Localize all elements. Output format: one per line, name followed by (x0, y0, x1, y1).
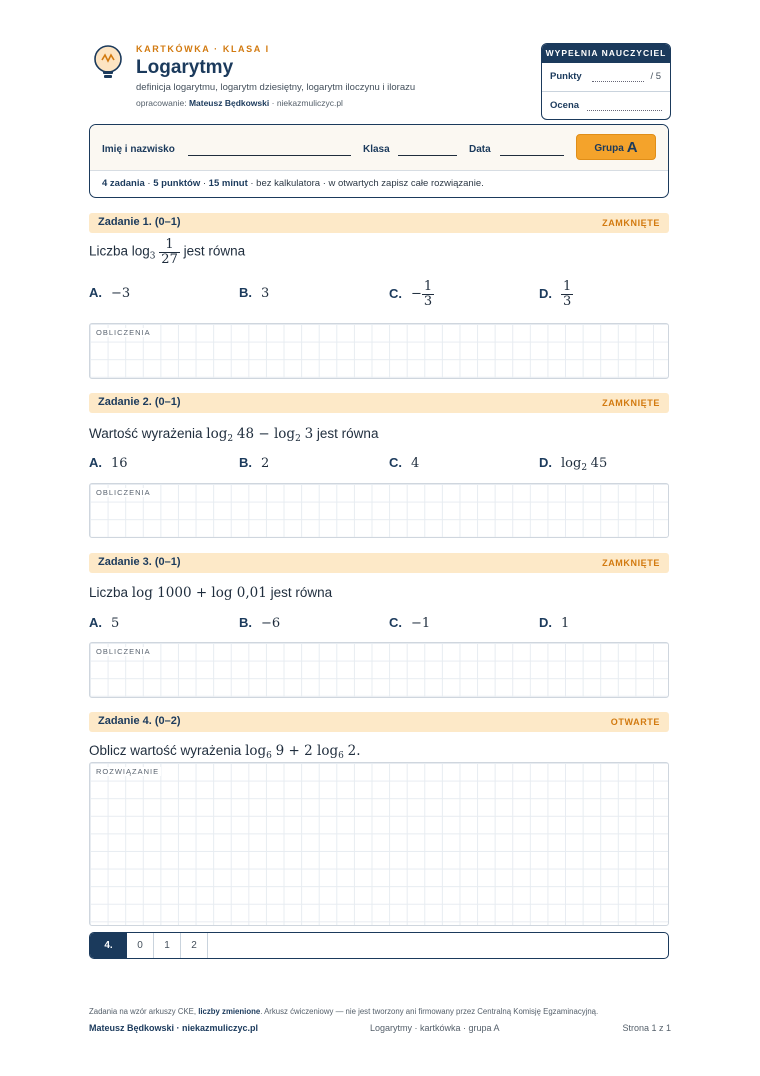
answer-letter: D. (539, 285, 552, 301)
student-fields (90, 125, 668, 171)
task-2-answer-c[interactable] (389, 455, 419, 471)
task-4-q-arg: 9 + 2 log (275, 743, 339, 759)
task-4-q-base: 6 (266, 751, 272, 761)
task-2-answer-a[interactable] (89, 455, 128, 471)
task-2-answer-b[interactable] (239, 455, 269, 471)
task-4-title: Zadanie 4. (0–2) (98, 715, 181, 727)
task-2-q-pre: Wartość wyrażenia (89, 426, 203, 441)
teacher-box-title: WYPEŁNIA NAUCZYCIEL (542, 44, 670, 63)
footer-author: Mateusz Będkowski · niekazmuliczyc.pl (89, 1023, 259, 1033)
answer-sign: − (411, 286, 422, 302)
task-3-q-expr: log 1000 + log 0,01 (131, 585, 267, 601)
task-3-title: Zadanie 3. (0–1) (98, 556, 181, 568)
date-field[interactable] (500, 155, 564, 156)
answer-fraction (422, 280, 434, 308)
name-label: Imię i nazwisko (102, 144, 175, 155)
worksheet-kicker: KARTKÓWKA · KLASA I (136, 44, 270, 54)
footer-note (89, 1007, 598, 1016)
task-1-q-den: 27 (161, 251, 178, 267)
test-info: 4 zadania · 5 punktów · 15 minut · bez kalkulatora · w otwartych zapisz całe rozwiązanie. (102, 178, 484, 189)
task-3-type: ZAMKNIĘTE (602, 558, 660, 568)
task-4-header (89, 712, 669, 732)
page-title: Logarytmy (136, 57, 234, 78)
task-4-score-strip (89, 932, 669, 959)
calc-label: OBLICZENIA (96, 328, 151, 337)
task-2-q-base: 2 (227, 434, 234, 444)
info-points: 5 punktów (153, 178, 201, 189)
info-tasks: 4 zadania (102, 178, 145, 189)
task-1-header (89, 213, 669, 233)
points-max: / 5 (650, 71, 661, 82)
answer-letter: D. (539, 455, 552, 470)
footer-note-pre: Zadania na wzór arkuszy CKE, (89, 1007, 197, 1016)
task-3-answer-b[interactable] (239, 615, 280, 631)
task-2-q-log: log (206, 426, 228, 442)
task-4-q-pre: Oblicz wartość wyrażenia (89, 743, 242, 758)
answer-num: 1 (563, 279, 572, 294)
score-task-label: 4. (90, 933, 127, 958)
task-2-q-post: jest równa (316, 426, 379, 441)
points-row (542, 63, 670, 91)
name-field[interactable] (188, 155, 351, 156)
task-1-question (89, 238, 245, 266)
task-1-q-fraction (159, 238, 180, 266)
teacher-box (541, 43, 671, 120)
task-2-q-arg: 48 − log (236, 426, 296, 442)
task-2-title: Zadanie 2. (0–1) (98, 396, 181, 408)
task-3-answer-d[interactable] (539, 615, 569, 631)
answer-value: −6 (261, 616, 281, 631)
task-1-answer-b[interactable] (239, 285, 269, 301)
answer-value: 1 (561, 616, 570, 631)
group-label: Grupa (594, 143, 624, 154)
task-1-work-area[interactable] (89, 323, 669, 379)
student-box (89, 124, 669, 198)
answer-value: −1 (411, 616, 431, 631)
answer-letter: A. (89, 455, 102, 470)
task-4-q-log: log (245, 743, 267, 759)
task-4-q-arg2: 2. (347, 743, 361, 759)
task-3-q-post: jest równa (270, 585, 333, 600)
score-cell-0[interactable]: 0 (127, 933, 154, 958)
byline-site: · niekazmuliczyc.pl (271, 98, 343, 108)
answer-log: log (561, 456, 582, 471)
grade-label: Ocena (550, 100, 580, 111)
task-2-q-base2: 2 (295, 434, 301, 444)
group-letter: A (626, 139, 638, 156)
answer-value: −3 (111, 286, 131, 301)
answer-letter: A. (89, 615, 102, 630)
points-dotted-line (592, 81, 644, 82)
byline (136, 98, 343, 108)
task-2-question (89, 426, 378, 444)
task-2-type: ZAMKNIĘTE (602, 398, 660, 408)
answer-value: 3 (261, 286, 270, 301)
task-4-q-base2: 6 (338, 751, 344, 761)
task-3-work-area[interactable] (89, 642, 669, 698)
answer-fraction (561, 280, 573, 308)
task-1-answer-a[interactable] (89, 285, 130, 301)
task-3-header (89, 553, 669, 573)
calc-label: OBLICZENIA (96, 488, 151, 497)
footer-doc-title: Logarytmy · kartkówka · grupa A (370, 1023, 500, 1033)
task-2-work-area[interactable] (89, 483, 669, 538)
task-4-type: OTWARTE (610, 717, 660, 727)
answer-letter: C. (389, 285, 402, 301)
answer-den: 3 (563, 293, 572, 309)
answer-letter: B. (239, 455, 252, 470)
task-4-question (89, 743, 361, 761)
date-label: Data (469, 144, 491, 155)
task-1-q-post: jest równa (183, 243, 246, 259)
task-1-q-pre: Liczba log (89, 243, 150, 259)
info-time: 15 minut (208, 178, 248, 189)
lightbulb-logo-icon (91, 44, 125, 80)
answer-letter: B. (239, 285, 252, 300)
group-badge (576, 134, 656, 160)
task-3-q-pre: Liczba (89, 585, 129, 600)
task-1-answers (89, 280, 689, 314)
task-4-solution-area[interactable] (89, 762, 669, 926)
task-3-answer-a[interactable] (89, 615, 119, 631)
answer-base: 2 (581, 463, 588, 473)
task-1-answer-c[interactable] (389, 280, 434, 308)
score-cell-1[interactable]: 1 (154, 933, 181, 958)
score-cell-2[interactable]: 2 (181, 933, 208, 958)
answer-arg: 45 (590, 456, 608, 471)
answer-letter: A. (89, 285, 102, 300)
task-1-answer-d[interactable] (539, 280, 573, 308)
answer-letter: B. (239, 615, 252, 630)
grade-row (542, 91, 670, 119)
answer-letter: D. (539, 615, 552, 630)
task-1-title: Zadanie 1. (0–1) (98, 216, 181, 228)
page-number: Strona 1 z 1 (622, 1023, 671, 1033)
byline-prefix: opracowanie: (136, 98, 187, 108)
answer-num: 1 (423, 279, 433, 294)
answer-value: 2 (261, 456, 270, 471)
task-1-q-num: 1 (165, 237, 174, 252)
task-2-header (89, 393, 669, 413)
task-3-answer-c[interactable] (389, 615, 430, 631)
info-rest: · bez kalkulatora · w otwartych zapisz całe rozwiązanie. (250, 178, 484, 189)
footer-note-post: . Arkusz ćwiczeniowy — nie jest tworzony ani firmowany przez Centralną Komisję Egzaminacyjną. (260, 1007, 599, 1016)
byline-author: Mateusz Będkowski (188, 98, 270, 108)
calc-label: OBLICZENIA (96, 647, 151, 656)
class-field[interactable] (398, 155, 457, 156)
page-subtitle: definicja logarytmu, logarytm dziesiętny, logarytm iloczynu i ilorazu (136, 82, 416, 93)
task-2-answer-d[interactable] (539, 455, 607, 473)
answer-value: 5 (111, 616, 120, 631)
class-label: Klasa (363, 144, 390, 155)
answer-letter: C. (389, 615, 402, 630)
answer-den: 3 (423, 293, 433, 309)
task-1-type: ZAMKNIĘTE (602, 218, 660, 228)
answer-value: 4 (411, 456, 420, 471)
points-label: Punkty (550, 71, 582, 82)
answer-letter: C. (389, 455, 402, 470)
answer-value: 16 (111, 456, 128, 471)
grade-dotted-line (587, 110, 662, 111)
task-2-q-arg2: 3 (304, 426, 314, 442)
task-1-q-base: 3 (149, 251, 156, 262)
solution-label: ROZWIĄZANIE (96, 767, 160, 776)
task-3-question (89, 585, 332, 601)
footer-note-bold: liczby zmienione (198, 1007, 261, 1016)
